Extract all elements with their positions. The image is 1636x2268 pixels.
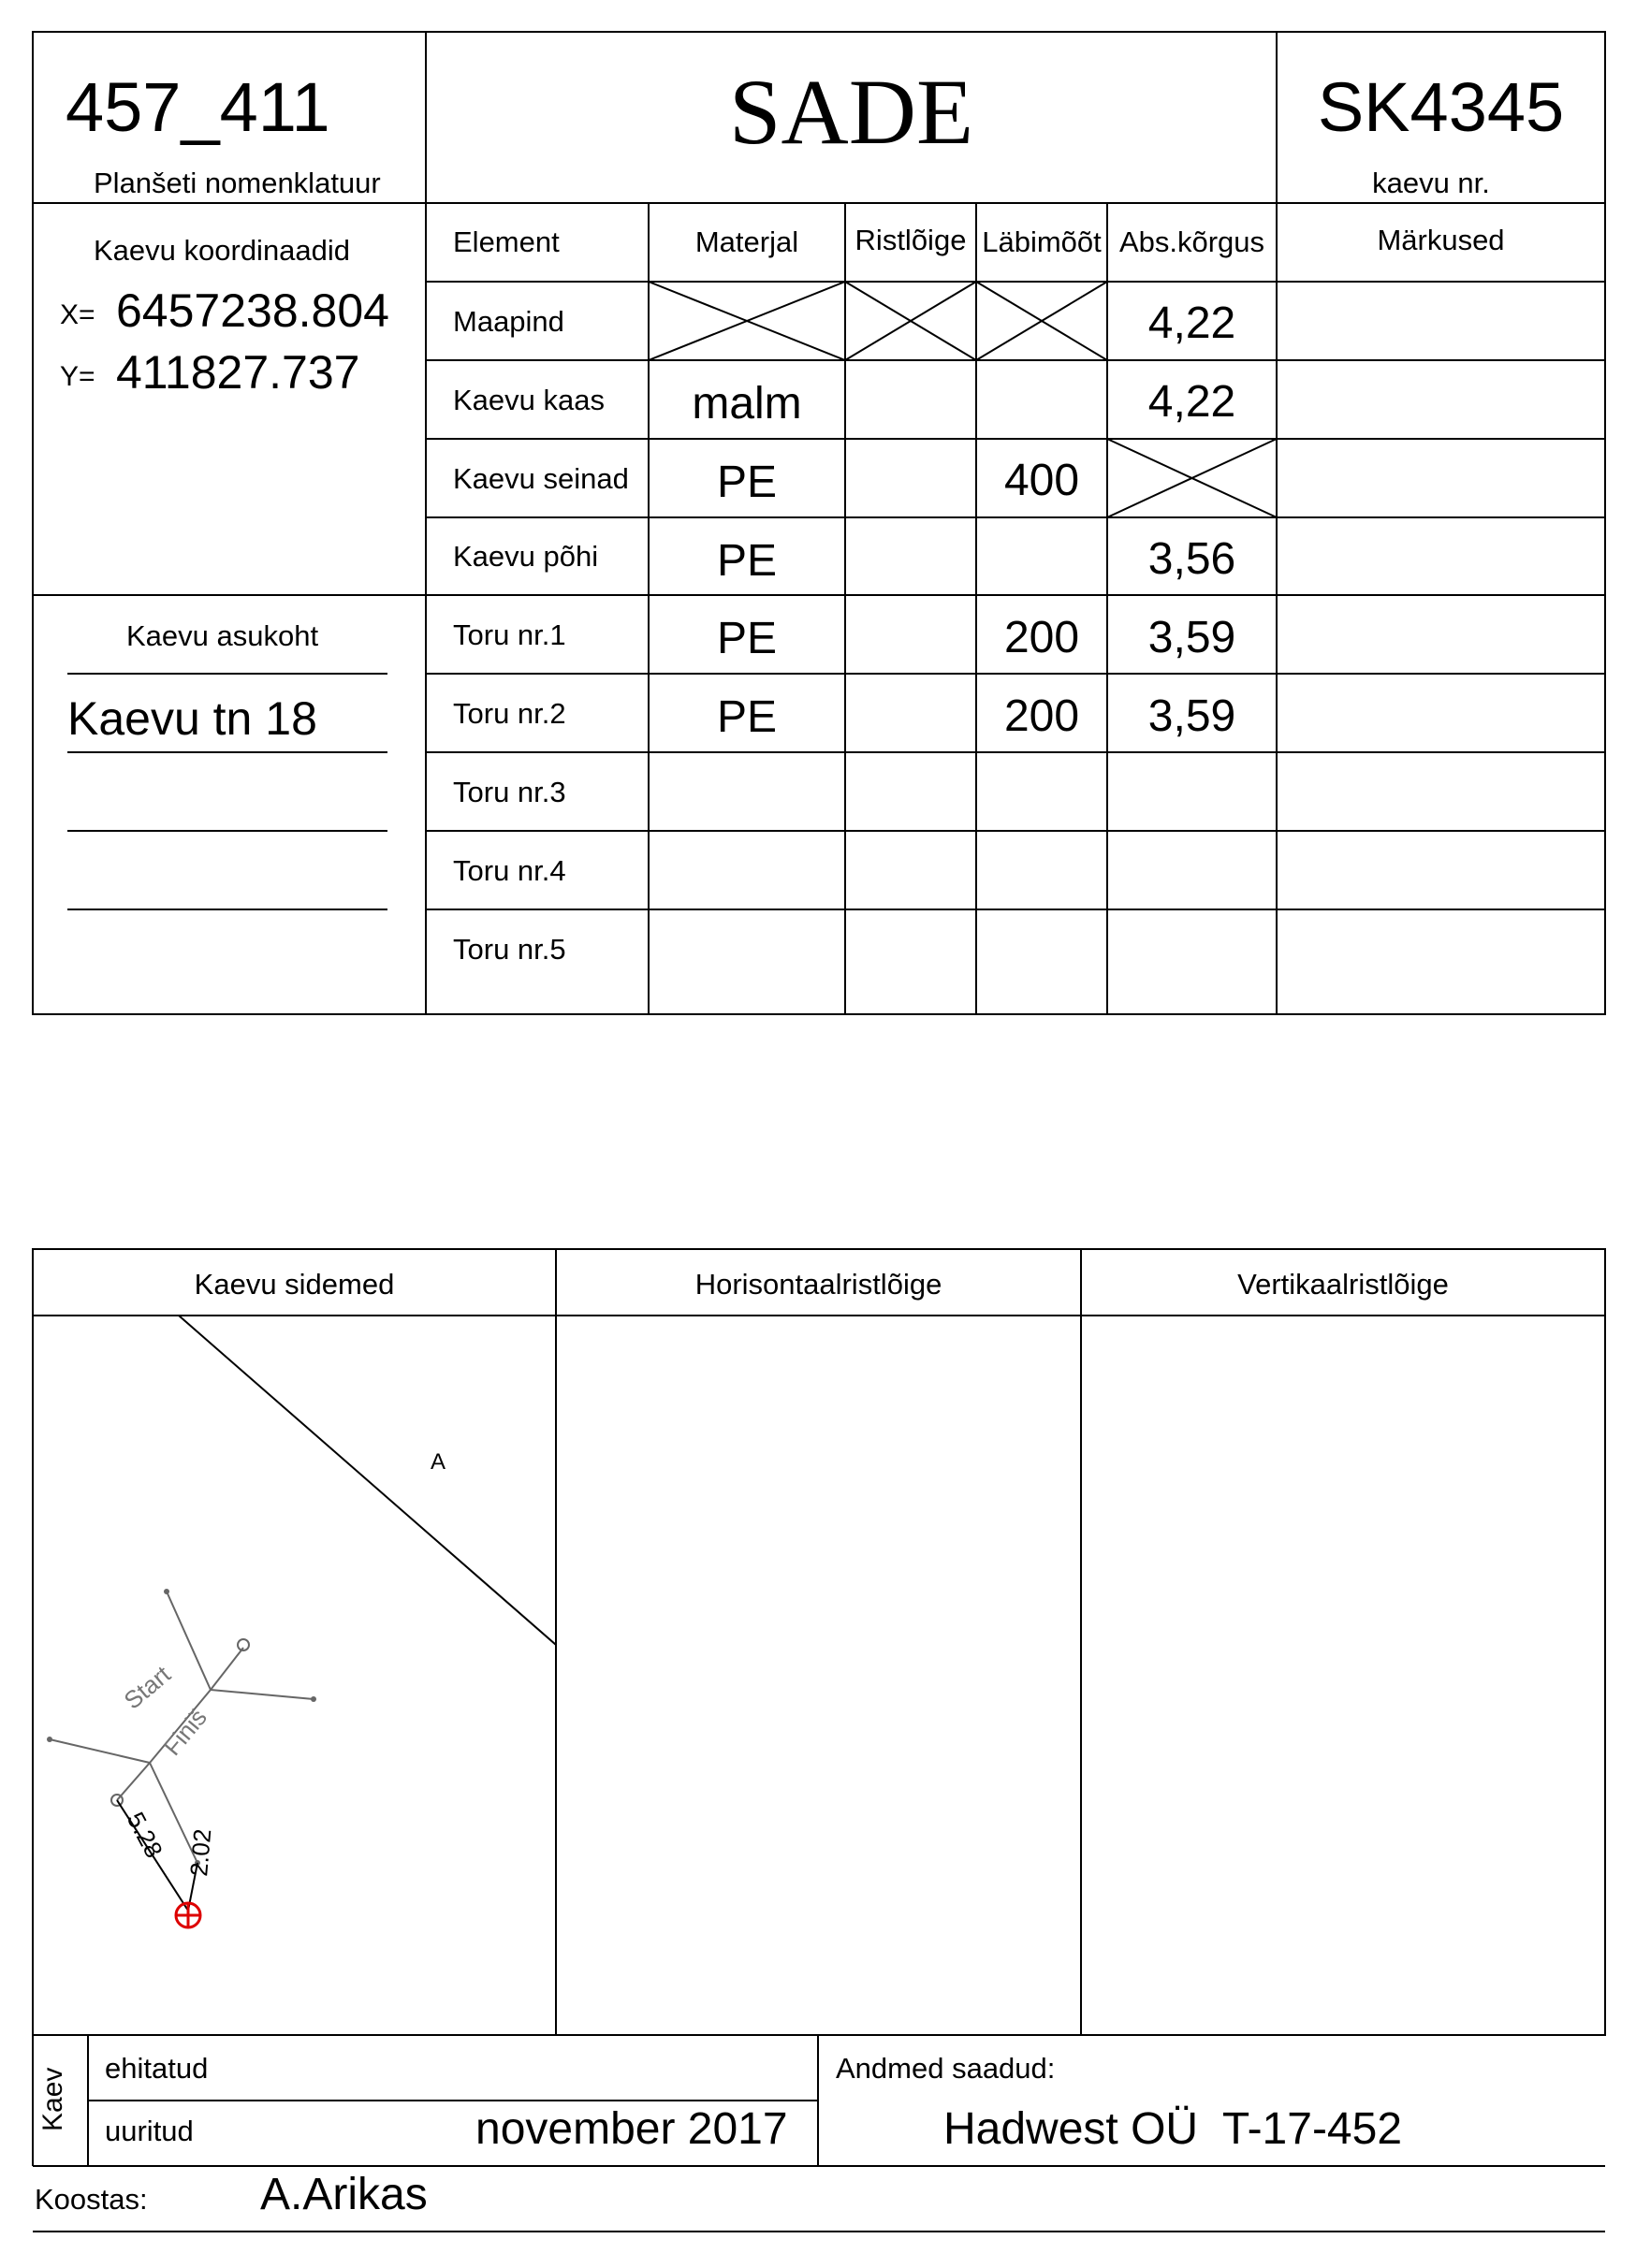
andmed-value: Hadwest OÜ T-17-452 xyxy=(943,2104,1403,2154)
col-abs-korgus: Abs.kõrgus xyxy=(1118,225,1265,258)
kaev-label: Kaev xyxy=(37,2067,68,2131)
row-abs: 3,59 xyxy=(1147,613,1236,662)
row-element: Toru nr.4 xyxy=(453,854,566,887)
plot-label-a: A xyxy=(431,1449,446,1475)
row-materjal: PE xyxy=(716,536,778,586)
nomenclature-label: Planšeti nomenklatuur xyxy=(94,167,381,199)
site-sketch xyxy=(33,1316,556,2035)
koostas-value: A.Arikas xyxy=(260,2170,428,2219)
x-coordinate: 6457238.804 xyxy=(116,284,389,337)
start-label: Start xyxy=(118,1660,176,1715)
boundary-line xyxy=(179,1316,556,1645)
row-element: Kaevu seinad xyxy=(453,462,629,495)
row-abs: 4,22 xyxy=(1147,298,1236,348)
row-materjal: PE xyxy=(716,458,778,507)
row-labimoot: 200 xyxy=(1003,691,1080,741)
row-labimoot: 200 xyxy=(1003,613,1080,662)
row-abs: 3,56 xyxy=(1147,534,1236,584)
koostas-label: Koostas: xyxy=(35,2183,148,2216)
row-element: Toru nr.5 xyxy=(453,933,566,966)
row-materjal: PE xyxy=(716,614,778,663)
row-element: Toru nr.3 xyxy=(453,776,566,808)
distance-label-2: 2.02 xyxy=(184,1827,217,1878)
distance-label-1: 5.28 xyxy=(121,1807,168,1863)
well-number-value: SK4345 xyxy=(1317,68,1565,146)
horisontaal-title: Horisontaalristlõige xyxy=(694,1268,942,1301)
row-abs: 3,59 xyxy=(1147,691,1236,741)
row-element: Kaevu kaas xyxy=(453,384,605,416)
uuritud-label: uuritud xyxy=(105,2115,194,2147)
row-materjal: malm xyxy=(692,379,802,429)
col-materjal: Materjal xyxy=(694,225,799,258)
y-coordinate: 411827.737 xyxy=(116,346,360,399)
row-labimoot: 400 xyxy=(1003,456,1080,505)
row-element: Toru nr.2 xyxy=(453,697,566,730)
coordinates-label: Kaevu koordinaadid xyxy=(94,234,351,267)
row-materjal: PE xyxy=(716,692,778,742)
row-element: Kaevu põhi xyxy=(453,540,599,573)
x-label: X= xyxy=(60,299,95,330)
andmed-label: Andmed saadud: xyxy=(836,2052,1056,2085)
vertikaal-title: Vertikaalristlõige xyxy=(1237,1268,1449,1301)
location-line-1: Kaevu tn 18 xyxy=(67,692,317,745)
well-marker-icon xyxy=(176,1903,200,1927)
col-ristloige: Ristlõige xyxy=(855,224,967,256)
finish-label: Finiš xyxy=(157,1703,212,1761)
location-label: Kaevu asukoht xyxy=(126,619,319,652)
col-labimoot: Läbimõõt xyxy=(982,225,1102,258)
row-element: Toru nr.1 xyxy=(453,618,566,651)
page-title: SADE xyxy=(728,60,974,164)
ehitatud-label: ehitatud xyxy=(105,2052,209,2085)
nomenclature-value: 457_411 xyxy=(66,68,330,146)
y-label: Y= xyxy=(60,361,95,392)
uuritud-value: november 2017 xyxy=(475,2104,788,2154)
col-element: Element xyxy=(453,225,560,258)
row-element: Maapind xyxy=(453,305,564,338)
row-abs: 4,22 xyxy=(1147,377,1236,427)
well-number-label: kaevu nr. xyxy=(1372,167,1490,199)
col-markused: Märkused xyxy=(1377,224,1505,256)
sidemed-title: Kaevu sidemed xyxy=(194,1268,395,1301)
